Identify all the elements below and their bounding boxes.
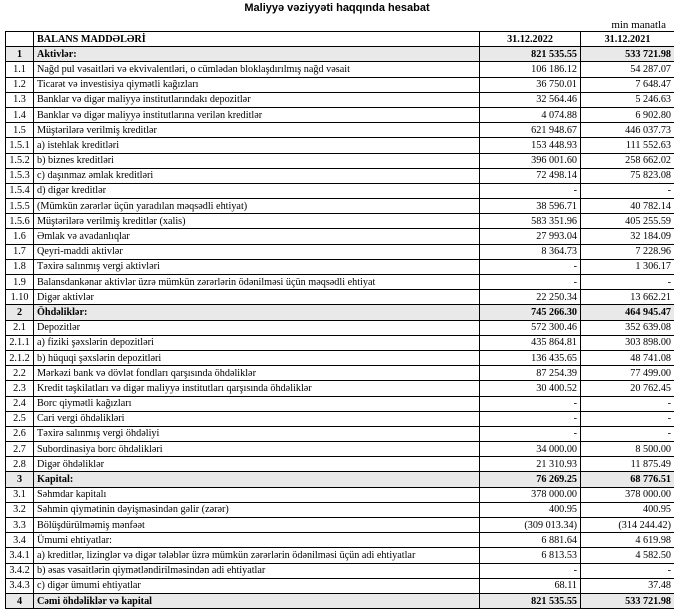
value-2021-cell: 378 000.00 <box>581 487 674 502</box>
row-number-cell: 3.4.2 <box>6 563 34 578</box>
header-num-cell <box>6 32 34 47</box>
value-2022-cell: 6 881.64 <box>480 533 581 548</box>
table-row <box>6 77 674 92</box>
header-label-cell: BALANS MADDƏLƏRİ <box>34 32 480 47</box>
balance-sheet-table <box>5 31 674 609</box>
row-number-cell: 3.4.3 <box>6 578 34 593</box>
value-2022-cell: - <box>480 275 581 290</box>
value-2021-cell: - <box>581 426 674 441</box>
value-2022-cell: 30 400.52 <box>480 381 581 396</box>
table-row <box>6 548 674 563</box>
row-number-cell: 1.10 <box>6 290 34 305</box>
row-number-cell: 1.5 <box>6 123 34 138</box>
value-2021-cell: 40 782.14 <box>581 199 674 214</box>
row-label-cell: Öhdəliklər: <box>34 305 480 320</box>
row-number-cell: 1.5.1 <box>6 138 34 153</box>
row-label-cell: Borc qiymətli kağızları <box>34 396 480 411</box>
row-number-cell: 2.2 <box>6 366 34 381</box>
value-2021-cell: 258 662.02 <box>581 153 674 168</box>
row-label-cell: Müştərilərə verilmiş kreditlər (xalis) <box>34 214 480 229</box>
value-2022-cell: 6 813.53 <box>480 548 581 563</box>
value-2021-cell: 8 500.00 <box>581 442 674 457</box>
table-row <box>6 183 674 198</box>
value-2021-cell: (314 244.42) <box>581 518 674 533</box>
value-2022-cell: - <box>480 259 581 274</box>
row-label-cell: Kapital: <box>34 472 480 487</box>
table-row <box>6 472 674 487</box>
header-col-2021: 31.12.2021 <box>581 32 674 47</box>
row-number-cell: 1.7 <box>6 244 34 259</box>
value-2021-cell: 48 741.08 <box>581 350 674 365</box>
value-2022-cell: 36 750.01 <box>480 77 581 92</box>
value-2022-cell: 136 435.65 <box>480 350 581 365</box>
table-row <box>6 487 674 502</box>
value-2022-cell: 106 186.12 <box>480 62 581 77</box>
value-2022-cell: 378 000.00 <box>480 487 581 502</box>
table-row <box>6 457 674 472</box>
value-2021-cell: 37.48 <box>581 578 674 593</box>
table-row <box>6 199 674 214</box>
row-label-cell: d) digər kreditlər <box>34 183 480 198</box>
row-number-cell: 1.5.3 <box>6 168 34 183</box>
table-row <box>6 426 674 441</box>
row-label-cell: Banklar və digər maliyyə institutlarına verilən kreditlər <box>34 107 480 122</box>
row-label-cell: Təxirə salınmış vergi öhdəliyi <box>34 426 480 441</box>
row-number-cell: 4 <box>6 593 34 608</box>
row-number-cell: 2.1.1 <box>6 335 34 350</box>
value-2022-cell: - <box>480 426 581 441</box>
value-2021-cell: 32 184.09 <box>581 229 674 244</box>
row-number-cell: 1.2 <box>6 77 34 92</box>
row-number-cell: 3.2 <box>6 502 34 517</box>
row-number-cell: 2.1.2 <box>6 350 34 365</box>
value-2021-cell: 20 762.45 <box>581 381 674 396</box>
table-row <box>6 229 674 244</box>
row-label-cell: Cəmi öhdəliklər və kapital <box>34 593 480 608</box>
row-number-cell: 1.5.6 <box>6 214 34 229</box>
value-2022-cell: 745 266.30 <box>480 305 581 320</box>
row-number-cell: 1.5.4 <box>6 183 34 198</box>
value-2021-cell: - <box>581 411 674 426</box>
table-row <box>6 275 674 290</box>
row-number-cell: 1.9 <box>6 275 34 290</box>
row-label-cell: (Mümkün zərərlər üçün yaradılan məqsədli ehtiyat) <box>34 199 480 214</box>
row-label-cell: Müştərilərə verilmiş kreditlər <box>34 123 480 138</box>
value-2021-cell: 352 639.08 <box>581 320 674 335</box>
row-label-cell: a) istehlak kreditləri <box>34 138 480 153</box>
row-label-cell: Ümumi ehtiyatlar: <box>34 533 480 548</box>
row-number-cell: 2.6 <box>6 426 34 441</box>
table-row <box>6 153 674 168</box>
row-number-cell: 1.8 <box>6 259 34 274</box>
value-2021-cell: 405 255.59 <box>581 214 674 229</box>
table-row <box>6 396 674 411</box>
value-2021-cell: - <box>581 396 674 411</box>
row-label-cell: Qeyri-maddi aktivlər <box>34 244 480 259</box>
row-label-cell: Bölüşdürülməmiş mənfəət <box>34 518 480 533</box>
row-label-cell: Banklar və digər maliyyə institutlarındakı depozitlər <box>34 92 480 107</box>
value-2021-cell: 464 945.47 <box>581 305 674 320</box>
value-2021-cell: 1 306.17 <box>581 259 674 274</box>
value-2022-cell: 34 000.00 <box>480 442 581 457</box>
row-number-cell: 2.4 <box>6 396 34 411</box>
value-2021-cell: 7 228.96 <box>581 244 674 259</box>
row-label-cell: b) əsas vəsaitlərin qiymətləndirilməsindən adi ehtiyatlar <box>34 563 480 578</box>
value-2021-cell: 111 552.63 <box>581 138 674 153</box>
value-2022-cell: 396 001.60 <box>480 153 581 168</box>
value-2021-cell: 400.95 <box>581 502 674 517</box>
value-2022-cell: 8 364.73 <box>480 244 581 259</box>
row-label-cell: a) kreditlər, lizinglər və digər tələblər üzrə mümkün zərərlərin ödənilməsi üçün adi ehtiyatlar <box>34 548 480 563</box>
row-label-cell: Depozitlər <box>34 320 480 335</box>
value-2021-cell: 446 037.73 <box>581 123 674 138</box>
table-row <box>6 214 674 229</box>
row-label-cell: Subordinasiya borc öhdəlikləri <box>34 442 480 457</box>
value-2022-cell: 21 310.93 <box>480 457 581 472</box>
table-row <box>6 168 674 183</box>
row-number-cell: 2 <box>6 305 34 320</box>
table-row <box>6 533 674 548</box>
value-2021-cell: 13 662.21 <box>581 290 674 305</box>
value-2022-cell: 435 864.81 <box>480 335 581 350</box>
row-number-cell: 3.1 <box>6 487 34 502</box>
value-2021-cell: 5 246.63 <box>581 92 674 107</box>
row-label-cell: Nağd pul vəsaitləri və ekvivalentləri, o cümlədən bloklaşdırılmış nağd vəsait <box>34 62 480 77</box>
row-label-cell: Mərkəzi bank və dövlət fondları qarşısında öhdəliklər <box>34 366 480 381</box>
row-number-cell: 1.3 <box>6 92 34 107</box>
table-row <box>6 92 674 107</box>
row-label-cell: Səhmin qiymətinin dəyişməsindən gəlir (zərər) <box>34 502 480 517</box>
table-row <box>6 305 674 320</box>
value-2022-cell: - <box>480 183 581 198</box>
row-label-cell: c) daşınmaz əmlak kreditləri <box>34 168 480 183</box>
table-row <box>6 502 674 517</box>
row-label-cell: Səhmdar kapitalı <box>34 487 480 502</box>
value-2022-cell: 821 535.55 <box>480 593 581 608</box>
value-2021-cell: 4 582.50 <box>581 548 674 563</box>
row-label-cell: c) digər ümumi ehtiyatlar <box>34 578 480 593</box>
value-2022-cell: - <box>480 563 581 578</box>
row-number-cell: 1.4 <box>6 107 34 122</box>
header-col-2022: 31.12.2022 <box>480 32 581 47</box>
value-2022-cell: 153 448.93 <box>480 138 581 153</box>
table-row <box>6 62 674 77</box>
row-number-cell: 2.7 <box>6 442 34 457</box>
value-2022-cell: 22 250.34 <box>480 290 581 305</box>
value-2021-cell: 68 776.51 <box>581 472 674 487</box>
value-2021-cell: - <box>581 183 674 198</box>
value-2021-cell: 54 287.07 <box>581 62 674 77</box>
row-number-cell: 1.1 <box>6 62 34 77</box>
table-row <box>6 290 674 305</box>
value-2022-cell: 27 993.04 <box>480 229 581 244</box>
table-header-row <box>6 32 674 47</box>
row-number-cell: 3 <box>6 472 34 487</box>
value-2022-cell: 87 254.39 <box>480 366 581 381</box>
value-2022-cell: 400.95 <box>480 502 581 517</box>
row-label-cell: Aktivlər: <box>34 47 480 62</box>
value-2022-cell: - <box>480 411 581 426</box>
table-row <box>6 593 674 608</box>
balance-sheet-body <box>6 32 674 609</box>
value-2022-cell: 4 074.88 <box>480 107 581 122</box>
value-2021-cell: 4 619.98 <box>581 533 674 548</box>
row-number-cell: 1 <box>6 47 34 62</box>
row-number-cell: 2.1 <box>6 320 34 335</box>
row-number-cell: 2.5 <box>6 411 34 426</box>
value-2021-cell: 77 499.00 <box>581 366 674 381</box>
value-2022-cell: 76 269.25 <box>480 472 581 487</box>
value-2022-cell: 821 535.55 <box>480 47 581 62</box>
table-row <box>6 335 674 350</box>
value-2022-cell: - <box>480 396 581 411</box>
row-label-cell: b) hüquqi şəxslərin depozitləri <box>34 350 480 365</box>
row-label-cell: b) biznes kreditləri <box>34 153 480 168</box>
value-2021-cell: 533 721.98 <box>581 47 674 62</box>
table-row <box>6 123 674 138</box>
value-2022-cell: 583 351.96 <box>480 214 581 229</box>
row-label-cell: a) fiziki şəxslərin depozitləri <box>34 335 480 350</box>
row-number-cell: 3.4.1 <box>6 548 34 563</box>
value-2021-cell: 6 902.80 <box>581 107 674 122</box>
row-label-cell: Digər aktivlər <box>34 290 480 305</box>
table-row <box>6 47 674 62</box>
table-row <box>6 442 674 457</box>
value-2021-cell: - <box>581 563 674 578</box>
unit-label: min manatla <box>611 19 666 31</box>
report-title: Maliyyə vəziyyəti haqqında hesabat <box>0 2 674 14</box>
row-number-cell: 1.5.2 <box>6 153 34 168</box>
value-2022-cell: 38 596.71 <box>480 199 581 214</box>
row-label-cell: Əmlak və avadanlıqlar <box>34 229 480 244</box>
row-number-cell: 2.8 <box>6 457 34 472</box>
row-number-cell: 1.6 <box>6 229 34 244</box>
row-number-cell: 1.5.5 <box>6 199 34 214</box>
table-row <box>6 578 674 593</box>
table-row <box>6 350 674 365</box>
row-number-cell: 2.3 <box>6 381 34 396</box>
row-number-cell: 3.4 <box>6 533 34 548</box>
row-label-cell: Ticarət və investisiya qiymətli kağızları <box>34 77 480 92</box>
row-label-cell: Kredit təşkilatları və digər maliyyə institutları qarşısında öhdəliklər <box>34 381 480 396</box>
value-2022-cell: 32 564.46 <box>480 92 581 107</box>
table-row <box>6 320 674 335</box>
row-number-cell: 3.3 <box>6 518 34 533</box>
value-2021-cell: - <box>581 275 674 290</box>
value-2022-cell: 72 498.14 <box>480 168 581 183</box>
table-row <box>6 259 674 274</box>
table-row <box>6 411 674 426</box>
value-2021-cell: 533 721.98 <box>581 593 674 608</box>
value-2021-cell: 75 823.08 <box>581 168 674 183</box>
table-row <box>6 244 674 259</box>
value-2021-cell: 7 648.47 <box>581 77 674 92</box>
value-2022-cell: 621 948.67 <box>480 123 581 138</box>
table-row <box>6 366 674 381</box>
table-row <box>6 107 674 122</box>
table-row <box>6 138 674 153</box>
row-label-cell: Digər öhdəliklər <box>34 457 480 472</box>
table-row <box>6 563 674 578</box>
row-label-cell: Təxirə salınmış vergi aktivləri <box>34 259 480 274</box>
value-2022-cell: 572 300.46 <box>480 320 581 335</box>
row-label-cell: Balansdankənar aktivlər üzrə mümkün zərərlərin ödənilməsi üçün məqsədli ehtiyat <box>34 275 480 290</box>
table-row <box>6 518 674 533</box>
row-label-cell: Cari vergi öhdəlikləri <box>34 411 480 426</box>
table-row <box>6 381 674 396</box>
value-2022-cell: (309 013.34) <box>480 518 581 533</box>
value-2021-cell: 303 898.00 <box>581 335 674 350</box>
value-2022-cell: 68.11 <box>480 578 581 593</box>
value-2021-cell: 11 875.49 <box>581 457 674 472</box>
